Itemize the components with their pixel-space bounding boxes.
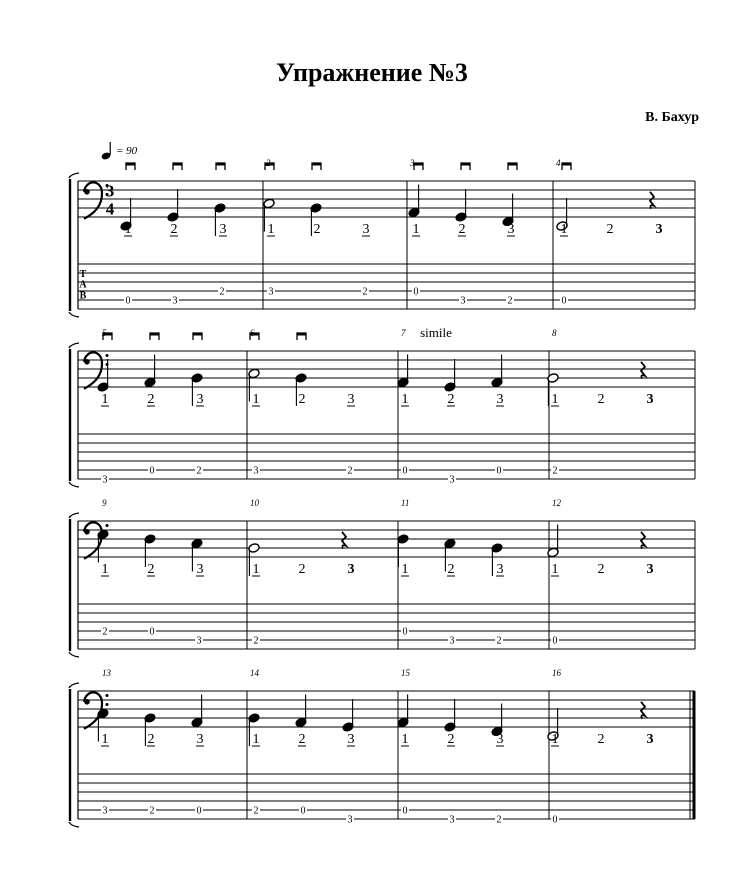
fingering-number: 2 <box>447 562 455 577</box>
tab-fret-number: 0 <box>125 295 131 307</box>
fingering-number: 1 <box>101 562 109 577</box>
fingering-number: 2 <box>147 732 155 747</box>
bass-clef-icon <box>84 692 102 728</box>
fingering-number: 1 <box>412 222 420 237</box>
bracket-top <box>69 343 79 348</box>
downstroke-icon <box>250 333 259 336</box>
bracket-bottom <box>69 652 79 657</box>
measure-number: 11 <box>401 498 410 508</box>
fingering-number: 3 <box>347 732 355 747</box>
measure-number: 9 <box>102 498 107 508</box>
fingering-number: 3 <box>347 392 355 407</box>
downstroke-icon <box>265 163 274 166</box>
quarter-rest-icon <box>641 532 645 549</box>
tab-fret-number: 3 <box>268 286 274 298</box>
tab-fret-number: 0 <box>402 805 408 817</box>
fingering-number: 1 <box>401 562 409 577</box>
downstroke-icon <box>126 163 135 166</box>
measure-number: 7 <box>401 328 406 338</box>
fingering-number: 1 <box>551 732 559 747</box>
tab-fret-number: 3 <box>102 474 108 486</box>
tab-fret-number: 2 <box>219 286 225 298</box>
tab-fret-number: 3 <box>449 474 455 486</box>
fingering-number: 2 <box>597 732 605 747</box>
tab-fret-number: 0 <box>402 626 408 638</box>
fingering-number: 1 <box>560 222 568 237</box>
quarter-rest-icon <box>641 362 645 379</box>
bracket-top <box>69 683 79 688</box>
tab-fret-number: 0 <box>149 626 155 638</box>
measure-number: 13 <box>102 668 111 678</box>
measure-number: 4 <box>556 158 561 168</box>
bass-clef-icon <box>106 703 109 706</box>
bass-clef-icon <box>106 354 109 357</box>
fingering-number: 3 <box>196 562 204 577</box>
tab-fret-number: 2 <box>347 465 353 477</box>
fingering-number: 2 <box>606 222 614 237</box>
tab-fret-number: 3 <box>253 465 259 477</box>
bass-clef-icon <box>84 189 90 195</box>
downstroke-icon <box>508 163 517 166</box>
bass-clef-icon <box>106 524 109 527</box>
fingering-number: 2 <box>597 562 605 577</box>
tab-fret-number: 2 <box>362 286 368 298</box>
downstroke-icon <box>173 163 182 166</box>
fingering-number: 1 <box>401 732 409 747</box>
tab-fret-number: 2 <box>496 814 502 826</box>
fingering-number: 3 <box>646 562 654 577</box>
tab-fret-number: 3 <box>449 635 455 647</box>
composer-name: В. Бахур <box>645 110 699 125</box>
tab-fret-number: 2 <box>102 626 108 638</box>
downstroke-icon <box>103 333 112 336</box>
tab-fret-number: 3 <box>347 814 353 826</box>
fingering-number: 3 <box>219 222 227 237</box>
fingering-number: 1 <box>551 562 559 577</box>
fingering-number: 1 <box>252 562 260 577</box>
fingering-number: 1 <box>401 392 409 407</box>
fingering-number: 3 <box>646 732 654 747</box>
fingering-number: 1 <box>252 392 260 407</box>
tab-fret-number: 0 <box>300 805 306 817</box>
bracket-bottom <box>69 482 79 487</box>
fingering-number: 3 <box>496 392 504 407</box>
tab-fret-number: 0 <box>552 814 558 826</box>
downstroke-icon <box>150 333 159 336</box>
bracket-bottom <box>69 822 79 827</box>
measure-number: 3 <box>410 158 415 168</box>
downstroke-icon <box>414 163 423 166</box>
fingering-number: 3 <box>655 222 663 237</box>
bass-clef-icon <box>84 359 90 365</box>
fingering-number: 2 <box>597 392 605 407</box>
bracket-bottom <box>69 312 79 317</box>
tab-fret-number: 2 <box>149 805 155 817</box>
fingering-number: 2 <box>170 222 178 237</box>
tab-fret-number: 2 <box>507 295 513 307</box>
fingering-number: 2 <box>458 222 466 237</box>
fingering-number: 1 <box>267 222 275 237</box>
fingering-number: 1 <box>551 392 559 407</box>
tab-fret-number: 0 <box>552 635 558 647</box>
fingering-number: 2 <box>298 732 306 747</box>
tab-fret-number: 2 <box>253 805 259 817</box>
fingering-number: 3 <box>496 562 504 577</box>
downstroke-icon <box>312 163 321 166</box>
fingering-number: 3 <box>496 732 504 747</box>
fingering-number: 1 <box>124 222 132 237</box>
tab-fret-number: 3 <box>196 635 202 647</box>
measure-number: 10 <box>250 498 259 508</box>
fingering-number: 3 <box>646 392 654 407</box>
tab-fret-number: 0 <box>196 805 202 817</box>
fingering-number: 3 <box>347 562 355 577</box>
time-signature-bottom: 4 <box>105 199 115 219</box>
tab-fret-number: 3 <box>102 805 108 817</box>
downstroke-icon <box>216 163 225 166</box>
bass-clef-icon <box>84 352 102 388</box>
measure-number: 8 <box>552 328 557 338</box>
tab-fret-number: 2 <box>253 635 259 647</box>
fingering-number: 2 <box>447 732 455 747</box>
simile-marking: simile <box>420 325 452 340</box>
tab-label-letter: T <box>79 268 87 280</box>
tab-fret-number: 0 <box>149 465 155 477</box>
fingering-number: 3 <box>507 222 515 237</box>
tab-fret-number: 3 <box>172 295 178 307</box>
measure-number: 12 <box>552 498 561 508</box>
fingering-number: 2 <box>298 562 306 577</box>
bass-clef-icon <box>106 694 109 697</box>
bass-clef-icon <box>84 529 90 535</box>
measure-number: 14 <box>250 668 259 678</box>
bass-clef-icon <box>84 699 90 705</box>
bracket-top <box>69 513 79 518</box>
tab-fret-number: 0 <box>402 465 408 477</box>
downstroke-icon <box>562 163 571 166</box>
measure-number: 15 <box>401 668 410 678</box>
tab-fret-number: 3 <box>460 295 466 307</box>
fingering-number: 2 <box>313 222 321 237</box>
tab-fret-number: 2 <box>196 465 202 477</box>
tab-label-letter: B <box>79 290 87 302</box>
fingering-number: 3 <box>196 392 204 407</box>
tab-fret-number: 0 <box>496 465 502 477</box>
downstroke-icon <box>193 333 202 336</box>
fingering-number: 1 <box>101 392 109 407</box>
fingering-number: 2 <box>298 392 306 407</box>
tempo-value: = 90 <box>116 144 138 157</box>
downstroke-icon <box>461 163 470 166</box>
downstroke-icon <box>297 333 306 336</box>
fingering-number: 2 <box>147 562 155 577</box>
fingering-number: 3 <box>196 732 204 747</box>
tab-label-letter: A <box>79 279 87 291</box>
time-signature-top: 3 <box>105 181 115 201</box>
bass-clef-icon <box>84 182 102 218</box>
quarter-rest-icon <box>650 192 654 209</box>
fingering-number: 2 <box>447 392 455 407</box>
tab-fret-number: 2 <box>496 635 502 647</box>
quarter-rest-icon <box>641 702 645 719</box>
tab-fret-number: 0 <box>561 295 567 307</box>
page-title: Упражнение №3 <box>276 58 468 87</box>
tab-fret-number: 3 <box>449 814 455 826</box>
tab-fret-number: 2 <box>552 465 558 477</box>
quarter-rest-icon <box>342 532 346 549</box>
fingering-number: 2 <box>147 392 155 407</box>
fingering-number: 1 <box>252 732 260 747</box>
bracket-top <box>69 173 79 178</box>
measure-number: 16 <box>552 668 561 678</box>
fingering-number: 3 <box>362 222 370 237</box>
bass-clef-icon <box>84 522 102 558</box>
fingering-number: 1 <box>101 732 109 747</box>
tab-fret-number: 0 <box>413 286 419 298</box>
